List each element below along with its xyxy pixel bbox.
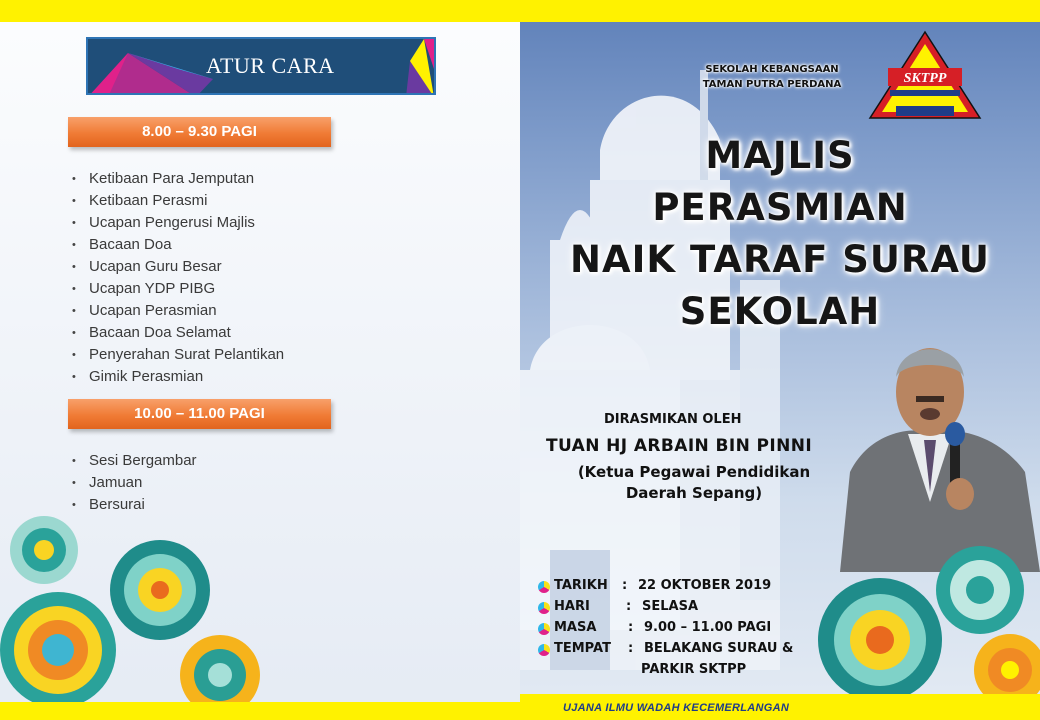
session-1-time: 8.00 – 9.30 PAGI <box>68 117 331 147</box>
agenda-item: • Ucapan Guru Besar <box>72 256 284 278</box>
bullet-dot-icon: • <box>72 477 76 489</box>
session-2-time: 10.00 – 11.00 PAGI <box>68 399 331 429</box>
session-1-agenda <box>72 168 284 388</box>
agenda-item: • Ketibaan Para Jemputan <box>72 168 284 190</box>
logo-monogram: SKTPP <box>903 71 947 86</box>
bullet-dot-icon: • <box>72 327 76 339</box>
school-crest-logo <box>866 30 984 122</box>
school-name: SEKOLAH KEBANGSAAN TAMAN PUTRA PERDANA <box>702 64 842 90</box>
tricolor-bullet-icon <box>538 644 550 656</box>
agenda-item: • Jamuan <box>72 472 197 494</box>
rosette-medium <box>110 540 210 640</box>
bullet-dot-icon: • <box>72 455 76 467</box>
bullet-dot-icon: • <box>72 499 76 511</box>
agenda-item: • Gimik Perasmian <box>72 366 284 388</box>
tricolor-bullet-icon <box>538 623 550 635</box>
officiated-by-label: DIRASMIKAN OLEH <box>604 412 742 427</box>
tricolor-bullet-icon <box>538 602 550 614</box>
atur-cara-banner <box>86 37 436 95</box>
islamic-pattern-ornament <box>810 520 1040 700</box>
agenda-item: • Ucapan Perasmian <box>72 300 284 322</box>
officiant-role: (Ketua Pegawai Pendidikan Daerah Sepang) <box>577 463 811 502</box>
banner-title: ATUR CARA <box>206 53 335 78</box>
rosette-medium <box>936 546 1024 634</box>
agenda-item: • Bacaan Doa Selamat <box>72 322 284 344</box>
bullet-dot-icon: • <box>72 173 76 185</box>
tricolor-bullet-icon <box>538 581 550 593</box>
bullet-dot-icon: • <box>72 283 76 295</box>
bottom-accent-bar <box>0 702 520 720</box>
bullet-dot-icon: • <box>72 305 76 317</box>
rosette-small <box>10 516 78 584</box>
event-title: MAJLIS PERASMIAN NAIK TARAF SURAU SEKOLAH <box>570 134 990 333</box>
school-motto: UJANA ILMU WADAH KECEMERLANGAN <box>563 702 790 714</box>
cover-panel: SEKOLAH KEBANGSAAN TAMAN PUTRA PERDANA SKTPP MAJLIS PERASMIAN NAIK TARAF SURAU SEKOLAH DIRASMIKAN OLEH TUAN HJ ARBAIN BIN PINNI (Ketua Pegawai Pendidikan Daerah Sepang) TARIKH : 22 OKTOBER 2019 HARI : SELASA MASA : 9.00 – 11.00 PAGI TEMPAT : BELAKANG SURAU & PARKIR SKTPP UJANA ILMU WADAH KECEMERLANGAN <box>520 0 1040 720</box>
agenda-item: • Penyerahan Surat Pelantikan <box>72 344 284 366</box>
rosette-corner <box>180 635 260 702</box>
detail-venue-continued: PARKIR SKTPP <box>641 662 747 677</box>
agenda-item: • Sesi Bergambar <box>72 450 197 472</box>
top-accent-bar <box>520 0 1040 22</box>
bullet-dot-icon: • <box>72 371 76 383</box>
islamic-pattern-ornament <box>0 500 300 702</box>
bullet-dot-icon: • <box>72 195 76 207</box>
bullet-dot-icon: • <box>72 349 76 361</box>
agenda-item: • Ucapan Pengerusi Majlis <box>72 212 284 234</box>
rosette-large <box>818 578 942 700</box>
agenda-item: • Ketibaan Perasmi <box>72 190 284 212</box>
officiant-name: TUAN HJ ARBAIN BIN PINNI <box>546 436 813 456</box>
bullet-dot-icon: • <box>72 261 76 273</box>
rosette-large <box>0 592 116 702</box>
rosette-corner <box>974 634 1040 700</box>
agenda-item: • Ucapan YDP PIBG <box>72 278 284 300</box>
top-accent-bar <box>0 0 520 22</box>
bullet-dot-icon: • <box>72 239 76 251</box>
bullet-dot-icon: • <box>72 217 76 229</box>
agenda-item: • Bacaan Doa <box>72 234 284 256</box>
agenda-item: • Bersurai <box>72 494 197 516</box>
